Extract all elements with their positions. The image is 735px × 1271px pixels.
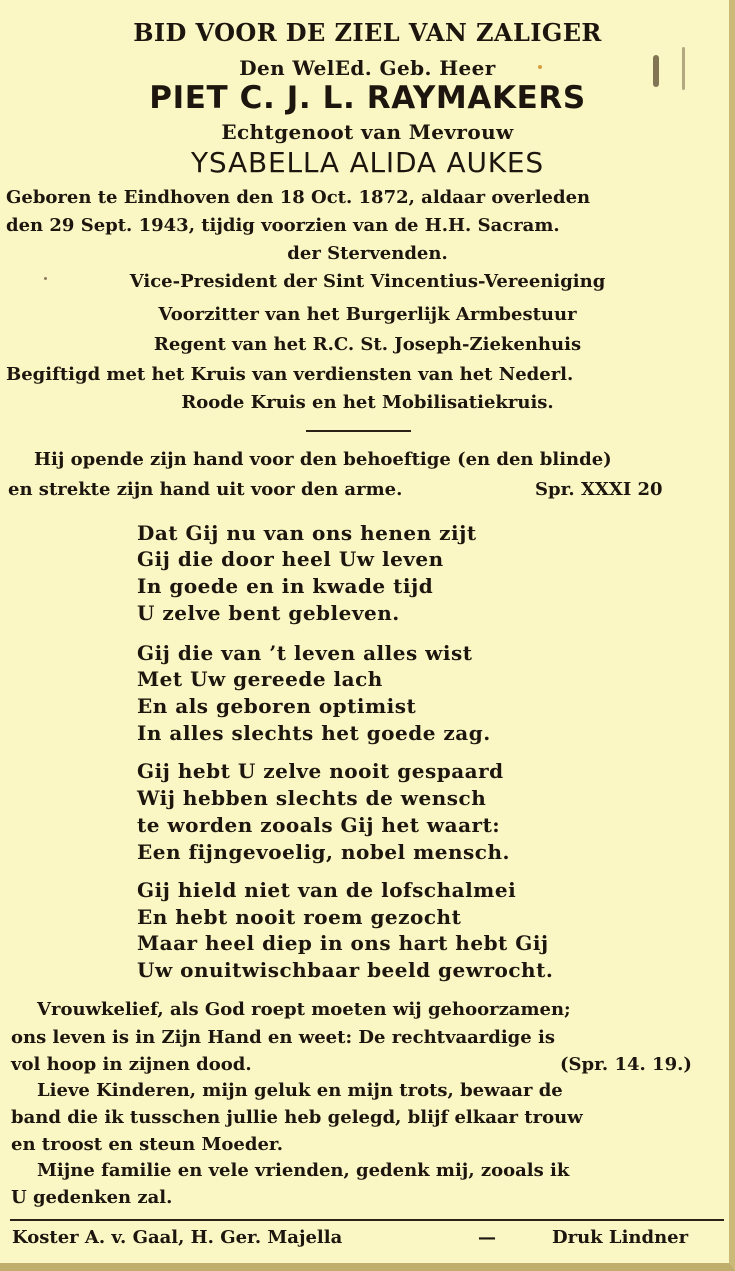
farewell-line: U gedenken zal. xyxy=(11,1187,173,1208)
function-line: Roode Kruis en het Mobilisatiekruis. xyxy=(181,392,554,413)
farewell-line: Mijne familie en vele vrienden, gedenk mij, zooals ik xyxy=(37,1160,570,1181)
poem-line: Uw onuitwischbaar beeld gewrocht. xyxy=(137,958,554,982)
footer-left: Koster A. v. Gaal, H. Ger. Majella xyxy=(12,1227,343,1248)
poem-line: U zelve bent gebleven. xyxy=(137,601,400,625)
spouse-name: YSABELLA ALIDA AUKES xyxy=(191,146,544,179)
biography-line: den 29 Sept. 1943, tijdig voorzien van de H.H. Sacram. xyxy=(6,215,560,236)
poem-line: Gij hield niet van de lofschalmei xyxy=(137,878,517,902)
biography-line: Geboren te Eindhoven den 18 Oct. 1872, aldaar overleden xyxy=(6,187,591,208)
poem-line: Gij die van ’t leven alles wist xyxy=(137,641,473,665)
poem-line: En hebt nooit roem gezocht xyxy=(137,905,462,929)
section-divider xyxy=(306,430,411,432)
function-line: Regent van het R.C. St. Joseph-Ziekenhuis xyxy=(153,334,582,355)
spouse-intro: Echtgenoot van Mevrouw xyxy=(221,120,514,144)
paper-speck xyxy=(538,65,542,69)
footer-dash: — xyxy=(478,1227,496,1248)
paper-stain xyxy=(653,55,659,87)
paper-speck xyxy=(44,277,47,280)
poem-line: In alles slechts het goede zag. xyxy=(137,721,491,745)
card-heading: BID VOOR DE ZIEL VAN ZALIGER xyxy=(133,18,602,47)
poem-line: Gij die door heel Uw leven xyxy=(137,547,444,571)
poem-line: Wij hebben slechts de wensch xyxy=(137,786,487,810)
poem-line: Met Uw gereede lach xyxy=(137,667,383,691)
function-line: Begiftigd met het Kruis van verdiensten van het Nederl. xyxy=(6,364,574,385)
farewell-reference: (Spr. 14. 19.) xyxy=(560,1054,692,1075)
function-line: Vice-President der Sint Vincentius-Vereeniging xyxy=(129,271,606,292)
farewell-line: band die ik tusschen jullie heb gelegd, blijf elkaar trouw xyxy=(11,1107,583,1128)
poem-line: Een fijngevoelig, nobel mensch. xyxy=(137,840,510,864)
poem-line: En als geboren optimist xyxy=(137,694,417,718)
poem-line: In goede en in kwade tijd xyxy=(137,574,434,598)
function-line: Voorzitter van het Burgerlijk Armbestuur xyxy=(158,304,577,325)
farewell-line: Lieve Kinderen, mijn geluk en mijn trots, bewaar de xyxy=(37,1080,563,1101)
poem-line: Dat Gij nu van ons henen zijt xyxy=(137,521,477,545)
poem-line: Maar heel diep in ons hart hebt Gij xyxy=(137,931,549,955)
farewell-line: Vrouwkelief, als God roept moeten wij gehoorzamen; xyxy=(37,999,571,1020)
scripture-reference: Spr. XXXI 20 xyxy=(535,479,663,500)
farewell-line: vol hoop in zijnen dood. xyxy=(11,1054,252,1075)
farewell-line: ons leven is in Zijn Hand en weet: De rechtvaardige is xyxy=(11,1027,555,1048)
poem-line: te worden zooals Gij het waart: xyxy=(137,813,501,837)
footer-right: Druk Lindner xyxy=(552,1227,689,1248)
paper-stain xyxy=(682,47,685,90)
biography-line: der Stervenden. xyxy=(287,243,448,264)
farewell-line: en troost en steun Moeder. xyxy=(11,1134,283,1155)
poem-line: Gij hebt U zelve nooit gespaard xyxy=(137,759,504,783)
deceased-name: PIET C. J. L. RAYMAKERS xyxy=(149,80,586,116)
scripture-line: Hij opende zijn hand voor den behoeftige (en den blinde) xyxy=(34,449,612,470)
footer-divider xyxy=(10,1219,724,1221)
honorific-line: Den WelEd. Geb. Heer xyxy=(239,56,496,80)
scripture-line: en strekte zijn hand uit voor den arme. xyxy=(8,479,403,500)
